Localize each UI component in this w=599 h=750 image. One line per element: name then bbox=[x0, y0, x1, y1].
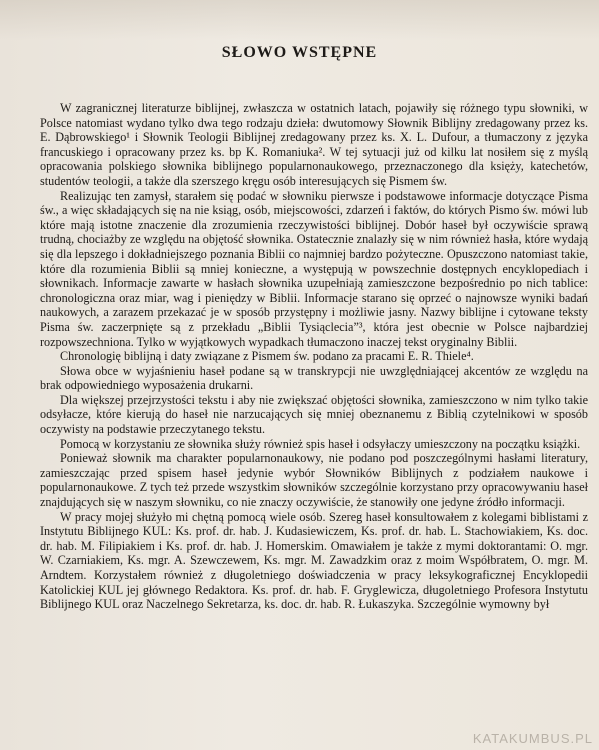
body-text bbox=[40, 101, 588, 612]
paragraph: Dla większej przejrzystości tekstu i aby nie zwiększać objętości słownika, zamieszczono w nim tylko takie odsyłacze, które kierują do haseł nie narzucających się mniej obeznanemu z Biblią czytelnikowi w sposób oczywisty na podstawie przeczytanego tekstu. bbox=[40, 392, 588, 437]
paragraph: Słowa obce w wyjaśnieniu haseł podane są w transkrypcji nie uwzględniającej akcentów ze względu na brak odpowiedniego wyposażenia drukarni. bbox=[40, 363, 588, 393]
paragraph: Realizując ten zamysł, starałem się podać w słowniku pierwsze i podstawowe informacje dotyczące Pisma św., a więc składających się na nie ksiąg, osób, miejscowości, zdarzeń i faktów, do których Pismo św. mówi lub które mają istotne znaczenie dla zrozumienia rzeczywistości biblijnej. Dobór haseł był oczywiście sprawą trudną, chociażby ze względu na objętość słownika. Ostatecznie znalazły się w nim również hasła, które wydają się dla lepszego i dokładniejszego poznania Biblii co najmniej bardzo pożyteczne. Opuszczono natomiast takie, które dla rozumienia Biblii są mniej konieczne, a występują w powszechnie dostępnych encyklopediach i słownikach. Informacje zawarte w hasłach słownika uzupełniają zamieszczone bezpośrednio po nich tablice: chronologiczna oraz miar, wag i pieniędzy w Biblii. Informacje starano się oprzeć o najnowsze wyniki badań naukowych, a zarazem przekazać je w sposób przystępny i możliwie jasny. Nazwy biblijne i cytowane teksty Pisma św. zaczerpnięte są z przekładu „Biblii Tysiąclecia”³, która jest obecnie w Polsce najbardziej rozpowszechniona. Tylko w wyjątkowych wypadkach tłumaczono inaczej tekst oryginalny Biblii. bbox=[40, 188, 588, 349]
paragraph: Chronologię biblijną i daty związane z Pismem św. podano za pracami E. R. Thiele⁴. bbox=[60, 349, 474, 364]
watermark: KATAKUMBUS.PL bbox=[472, 731, 593, 746]
paragraph: Ponieważ słownik ma charakter popularnonaukowy, nie podano pod poszczególnymi hasłami literatury, zamieszczając przed spisem haseł jedynie wybór Słowników Biblijnych z podziałem naukowe i popularnonaukowe. Z tych też przede wszystkim słowników szczególnie korzystano przy opracowywaniu haseł znajdujących się w naszym słowniku, co nie znaczy oczywiście, że stanowiły one jedyne źródło informacji. bbox=[40, 451, 588, 510]
paragraph: W zagranicznej literaturze biblijnej, zwłaszcza w ostatnich latach, pojawiły się różnego typu słowniki, w Polsce natomiast wydano tylko dwa tego rodzaju dzieła: dwutomowy Słownik Biblijny zredagowany przez ks. E. Dąbrowskiego¹ i Słownik Teologii Biblijnej zredagowany przez ks. X. L. Dufour, a tłumaczony z języka francuskiego i opracowany przez ks. bp K. Romaniuka². W tej sytuacji już od kilku lat nosiłem się z myślą opracowania polskiego słownika biblijnego popularnonaukowego, przeznaczonego dla księży, katechetów, studentów teologii, a także dla szerszego kręgu osób interesujących się Pismem św. bbox=[40, 101, 588, 188]
paragraph: Pomocą w korzystaniu ze słownika służy również spis haseł i odsyłaczy umieszczony na początku książki. bbox=[60, 436, 581, 451]
page-title: SŁOWO WSTĘPNE bbox=[221, 44, 378, 61]
bleed-through-edge bbox=[0, 0, 599, 40]
paragraph: W pracy mojej służyło mi chętną pomocą wiele osób. Szereg haseł konsultowałem z kolegami biblistami z Instytutu Biblijnego KUL: Ks. prof. dr. hab. J. Kudasiewiczem, Ks. prof. dr. hab. L. Stachowiakiem, Ks. doc. dr. hab. M. Filipiakiem i Ks. prof. dr. hab. J. Homerskim. Omawiałem je także z mymi doktorantami: O. mgr. W. Czarniakiem, Ks. mgr. A. Szewczewem, Ks. mgr. M. Zawadzkim oraz z moim Współbratem, O. mgr. M. Arndtem. Korzystałem również z długoletniego doświadczenia w pracy leksykograficznej Encyklopedii Katolickiej KUL jej głównego Redaktora. Ks. prof. dr. hab. F. Gryglewicza, długoletniego Profesora Instytutu Biblijnego KUL oraz Naczelnego Sekretarza, ks. doc. dr. hab. R. Łukaszyka. Szczególnie wymowny był bbox=[40, 509, 588, 612]
